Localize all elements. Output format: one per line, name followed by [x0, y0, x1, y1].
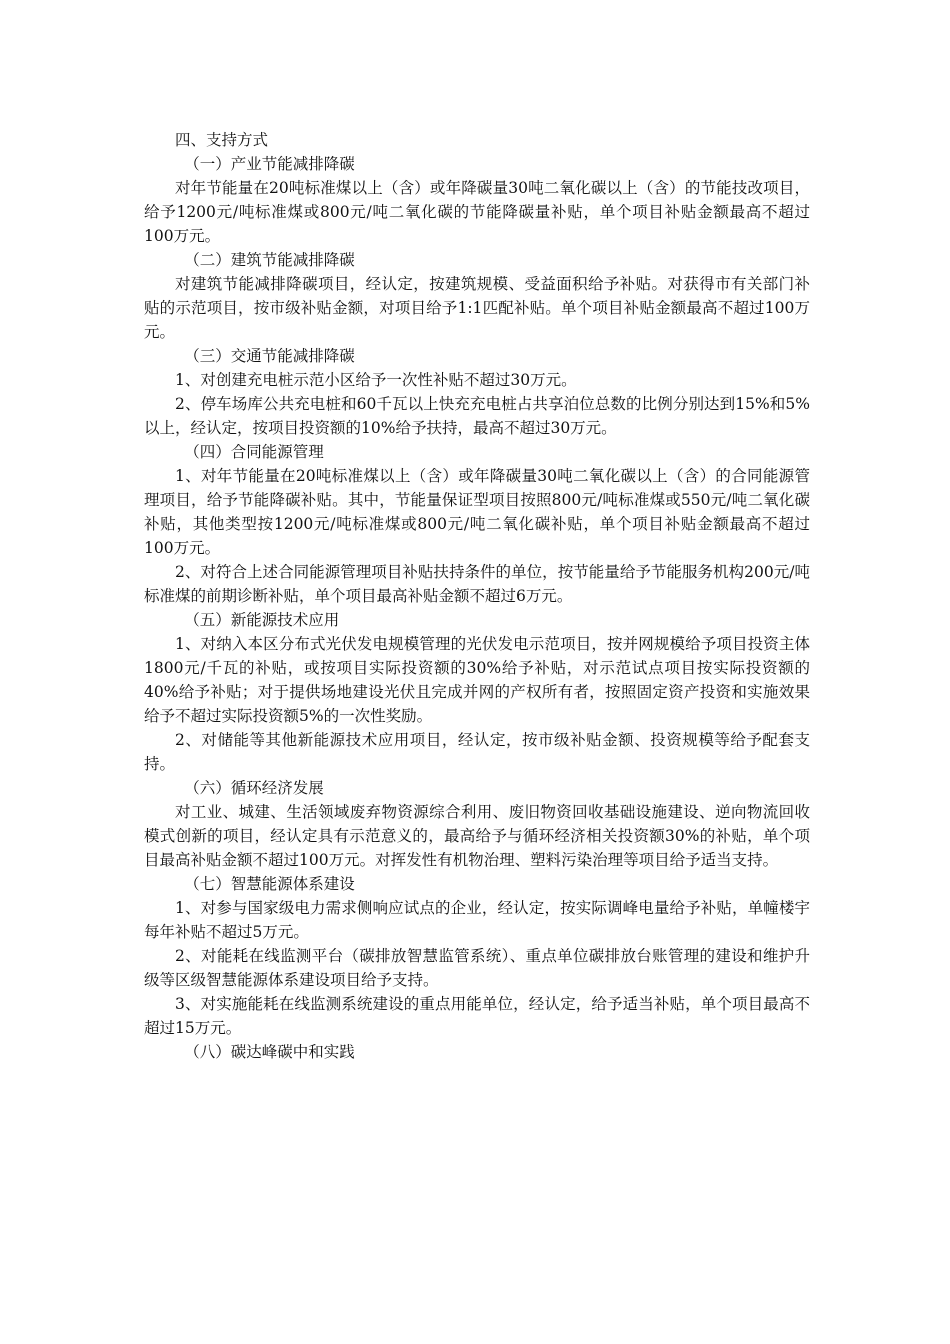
paragraph: 对工业、城建、生活领域废弃物资源综合利用、废旧物资回收基础设施建设、逆向物流回收模式创新的项目，经认定具有示范意义的，最高给予与循环经济相关投资额30%的补贴，单个项目最高补贴金额不超过100万元。对挥发性有机物治理、塑料污染治理等项目给予适当支持。 [144, 803, 810, 869]
paragraph: 2、对能耗在线监测平台（碳排放智慧监管系统）、重点单位碳排放台账管理的建设和维护升级等区级智慧能源体系建设项目给予支持。 [144, 947, 810, 989]
paragraph: 对建筑节能减排降碳项目，经认定，按建筑规模、受益面积给予补贴。对获得市有关部门补贴的示范项目，按市级补贴金额，对项目给予1:1匹配补贴。单个项目补贴金额最高不超过100万元。 [144, 275, 810, 341]
section-heading: （七）智慧能源体系建设 [184, 875, 355, 893]
section-heading: （八）碳达峰碳中和实践 [184, 1043, 355, 1061]
section-title: 四、支持方式 [175, 131, 269, 149]
paragraph: 1、对纳入本区分布式光伏发电规模管理的光伏发电示范项目，按并网规模给予项目投资主体1800元/千瓦的补贴，或按项目实际投资额的30%给予补贴，对示范试点项目按实际投资额的40%给予补贴；对于提供场地建设光伏且完成并网的产权所有者，按照固定资产投资和实施效果给予不超过实际投资额5%的一次性奖励。 [144, 635, 810, 725]
section-heading: （二）建筑节能减排降碳 [184, 251, 355, 269]
section-heading: （一）产业节能减排降碳 [184, 155, 355, 173]
paragraph: 2、对符合上述合同能源管理项目补贴扶持条件的单位，按节能量给予节能服务机构200元/吨标准煤的前期诊断补贴，单个项目最高补贴金额不超过6万元。 [144, 563, 810, 605]
paragraph: 2、停车场库公共充电桩和60千瓦以上快充充电桩占共享泊位总数的比例分别达到15%和5%以上，经认定，按项目投资额的10%给予扶持，最高不超过30万元。 [144, 395, 810, 437]
section-heading: （六）循环经济发展 [184, 779, 324, 797]
paragraph: 2、对储能等其他新能源技术应用项目，经认定，按市级补贴金额、投资规模等给予配套支持。 [144, 731, 810, 773]
section-heading: （五）新能源技术应用 [184, 611, 340, 629]
paragraph: 1、对年节能量在20吨标准煤以上（含）或年降碳量30吨二氧化碳以上（含）的合同能源管理项目，给予节能降碳补贴。其中，节能量保证型项目按照800元/吨标准煤或550元/吨二氧化碳补贴，其他类型按1200元/吨标准煤或800元/吨二氧化碳补贴，单个项目补贴金额最高不超过100万元。 [144, 467, 810, 557]
paragraph: 1、对创建充电桩示范小区给予一次性补贴不超过30万元。 [175, 371, 577, 389]
paragraph: 对年节能量在20吨标准煤以上（含）或年降碳量30吨二氧化碳以上（含）的节能技改项目，给予1200元/吨标准煤或800元/吨二氧化碳的节能降碳量补贴，单个项目补贴金额最高不超过100万元。 [144, 179, 810, 245]
section-heading: （三）交通节能减排降碳 [184, 347, 355, 365]
paragraph: 3、对实施能耗在线监测系统建设的重点用能单位，经认定，给予适当补贴，单个项目最高不超过15万元。 [144, 995, 810, 1037]
paragraph: 1、对参与国家级电力需求侧响应试点的企业，经认定，按实际调峰电量给予补贴，单幢楼宇每年补贴不超过5万元。 [144, 899, 810, 941]
section-heading: （四）合同能源管理 [184, 443, 324, 461]
